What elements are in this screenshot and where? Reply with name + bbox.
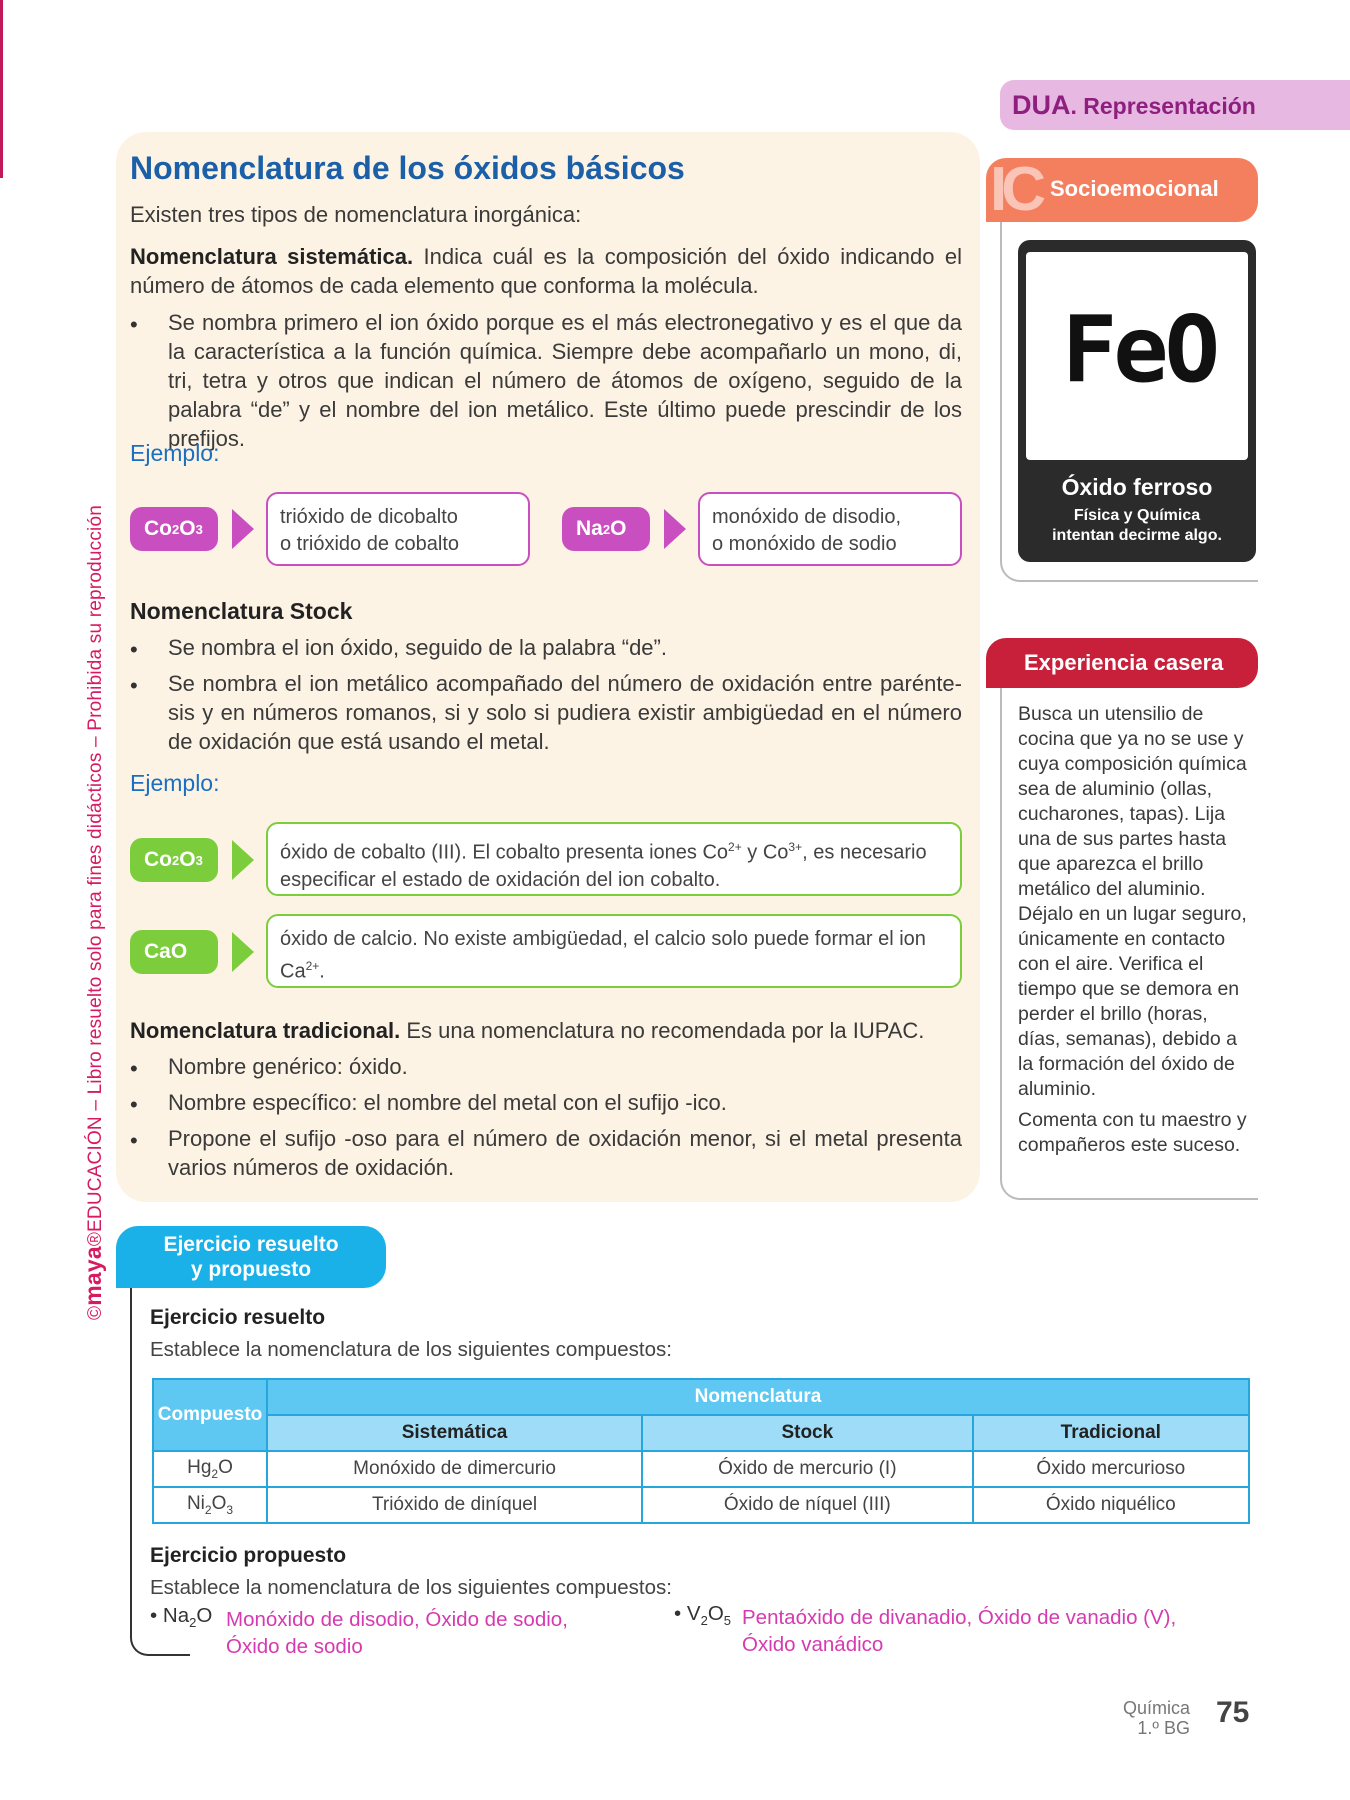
bullet-marker: •: [130, 1056, 138, 1081]
copyright-side-text: ©maya®EDUCACIÓN – Libro resuelto solo para fines didácticos – Prohibida su reproducción: [80, 505, 106, 1320]
page-number: 75: [1216, 1696, 1250, 1729]
answer-line: Pentaóxido de divanadio, Óxido de vanadio (V),: [742, 1606, 1177, 1629]
arrow-icon: [232, 932, 254, 972]
experiencia-text: [1018, 702, 1254, 1158]
example-box-calcio: [266, 914, 962, 988]
tradicional-text: Es una nomenclatura no recomendada por la IUPAC.: [406, 1018, 925, 1043]
resuelto-instructions: Establece la nomenclatura de los siguientes compuestos:: [150, 1338, 672, 1361]
feo-card-subtitle: [1018, 506, 1256, 546]
brand-name: maya: [80, 1246, 106, 1306]
header-nomenclatura: Nomenclatura: [267, 1379, 1249, 1415]
nomenclature-table: [152, 1378, 1250, 1524]
compound-cell: $Ni_2O_3$: [153, 1487, 267, 1523]
table-row: [153, 1487, 1249, 1523]
footer-subject: [1100, 1698, 1190, 1738]
tradicional-cell: Óxido mercurioso: [973, 1451, 1249, 1487]
example-line: monóxido de disodio,: [712, 506, 902, 528]
tradicional-cell: Óxido niquélico: [973, 1487, 1249, 1523]
example-box-cobalto-iii: [266, 822, 962, 896]
tradicional-bullet-1: Nombre genérico: óxido.: [168, 1054, 408, 1079]
formula-pill-na2o: Na 2 O: [562, 507, 650, 551]
tradicional-paragraph: [130, 1016, 962, 1045]
example-line: $Ca^{2+}$.: [280, 959, 325, 983]
exercise-tab-line: y propuesto: [190, 1258, 312, 1281]
feo-card-subtitle-line: intentan decirme algo.: [1052, 527, 1222, 544]
sistematica-cell: Monóxido de dimercurio: [267, 1451, 642, 1487]
header-compuesto: Compuesto: [153, 1379, 267, 1451]
footer-grade: 1.º BG: [1137, 1718, 1190, 1738]
table-row: [153, 1451, 1249, 1487]
bullet-marker: •: [130, 312, 138, 337]
arrow-icon: [232, 840, 254, 880]
example-line: o trióxido de cobalto: [280, 533, 460, 555]
exercise-tab-label: [116, 1232, 386, 1282]
intro-text: Existen tres tipos de nomenclatura inorgánica:: [130, 202, 582, 227]
table-subheader-row: [153, 1415, 1249, 1451]
example-line: trióxido de dicobalto: [280, 506, 458, 528]
propuesto-instructions: Establece la nomenclatura de los siguientes compuestos:: [150, 1576, 672, 1599]
exercise-tab-line: Ejercicio resuelto: [163, 1233, 339, 1256]
stock-cell: Óxido de mercurio (I): [642, 1451, 973, 1487]
tradicional-label: Nomenclatura tradicional.: [130, 1018, 401, 1043]
footer-subject-name: Química: [1122, 1698, 1190, 1718]
stock-bullet-2: Se nombra el ion metálico acompañado del número de oxidación entre parénte-sis y en números romanos, si y solo si pudiera existir ambigüedad en el número de oxidación que está usando el metal.: [168, 671, 962, 754]
resuelto-heading: Ejercicio resuelto: [150, 1306, 326, 1329]
stock-bullet-1: Se nombra el ion óxido, seguido de la palabra “de”.: [168, 635, 667, 660]
formula-pill-co2o3-stock: Co 2 O 3: [130, 838, 218, 882]
arrow-icon: [232, 509, 254, 549]
bullet-marker: •: [130, 1092, 138, 1117]
sistematica-paragraph: [130, 242, 962, 300]
header-sistematica: Sistemática: [267, 1415, 642, 1451]
sistematica-bullet: Se nombra primero el ion óxido porque es el más electronegativo y es el que da la característica a la función química. Siempre debe acompañarlo un mono, di, tri, tetra y otros que indican el número de átomos de oxígeno, seguido de la palabra “de” y el nombre del ion metálico. Este último puede prescindir de los prefijos.: [168, 310, 962, 451]
socioemocional-label: Socioemocional: [1050, 176, 1219, 201]
page-title: Nomenclatura de los óxidos básicos: [130, 150, 685, 186]
feo-handwritten-formula: FeO: [1061, 296, 1217, 403]
page-edge-marker: [0, 0, 3, 178]
copyright-symbol: ©: [85, 1305, 106, 1320]
tradicional-bullet-2: Nombre específico: el nombre del metal con el sufijo -ico.: [168, 1090, 727, 1115]
answer-na2o: [226, 1606, 568, 1660]
feo-card-title: Óxido ferroso: [1061, 474, 1213, 500]
example-box-disodio: [698, 492, 962, 566]
dua-abbrev: DUA: [1012, 90, 1071, 120]
stock-cell: Óxido de níquel (III): [642, 1487, 973, 1523]
stock-heading: Nomenclatura Stock: [130, 598, 353, 624]
feo-card-subtitle-line: Física y Química: [1073, 507, 1201, 524]
example-label-stock: Ejemplo:: [130, 770, 220, 796]
question-na2o: • $Na_2O$: [150, 1604, 213, 1631]
example-box-dicobalto: [266, 492, 530, 566]
example-line: especificar el estado de oxidación del ion cobalto.: [280, 868, 721, 891]
header-tradicional: Tradicional: [973, 1415, 1249, 1451]
table-header-row: [153, 1379, 1249, 1415]
sistematica-label: Nomenclatura sistemática.: [130, 244, 414, 269]
dua-rest: . Representación: [1070, 93, 1256, 119]
bullet-marker: •: [130, 673, 138, 698]
answer-v2o5: [742, 1604, 1176, 1658]
sistematica-text: Indica cuál es la composición del óxido indicando el número de átomos de cada elemento que conforma la molécula.: [130, 244, 962, 298]
arrow-icon: [664, 509, 686, 549]
formula-pill-co2o3: Co 2 O 3: [130, 507, 218, 551]
sistematica-cell: Trióxido de diníquel: [267, 1487, 642, 1523]
question-v2o5: • $V_2O_5$: [674, 1602, 731, 1629]
compound-cell: $Hg_2O$: [153, 1451, 267, 1487]
copyright-notice: EDUCACIÓN – Libro resuelto solo para fines didácticos – Prohibida su reproducción: [85, 505, 106, 1232]
bullet-marker: •: [130, 1128, 138, 1153]
propuesto-heading: Ejercicio propuesto: [150, 1544, 347, 1567]
example-line: o monóxido de sodio: [712, 533, 897, 555]
experiencia-paragraph: Busca un utensilio de cocina que ya no se use y cuya composición química sea de aluminio (ollas, cucharones, tapas). Lija una de sus partes hasta que aparezca el brillo metálico del aluminio. Déjalo en un lugar seguro, únicamente en contacto con el aire. Verifica el tiempo que se demora en perder el brillo (horas, días, semanas), debido a la formación del óxido de aluminio.: [1018, 703, 1247, 1100]
example-line: óxido de calcio. No existe ambigüedad, el calcio solo puede formar el ion: [280, 928, 926, 950]
ic-logo-icon: IC: [990, 155, 1040, 224]
example-label-sistematica: Ejemplo:: [130, 440, 220, 466]
dua-label: [1012, 90, 1256, 121]
header-stock: Stock: [642, 1415, 973, 1451]
answer-line: Óxido de sodio: [226, 1635, 363, 1658]
formula-pill-cao: CaO: [130, 930, 218, 974]
experiencia-label: Experiencia casera: [1024, 650, 1224, 675]
tradicional-bullet-3: Propone el sufijo -oso para el número de oxidación menor, si el metal presenta varios números de oxidación.: [168, 1126, 962, 1180]
answer-line: Monóxido de disodio, Óxido de sodio,: [226, 1608, 568, 1631]
experiencia-paragraph: Comenta con tu maestro y compañeros este suceso.: [1018, 1109, 1247, 1156]
answer-line: Óxido vanádico: [742, 1633, 884, 1656]
example-line: óxido de cobalto (III). El cobalto presenta iones $Co^{2+}$ y $Co^{3+}$, es necesario: [280, 840, 927, 864]
bullet-marker: •: [130, 637, 138, 662]
